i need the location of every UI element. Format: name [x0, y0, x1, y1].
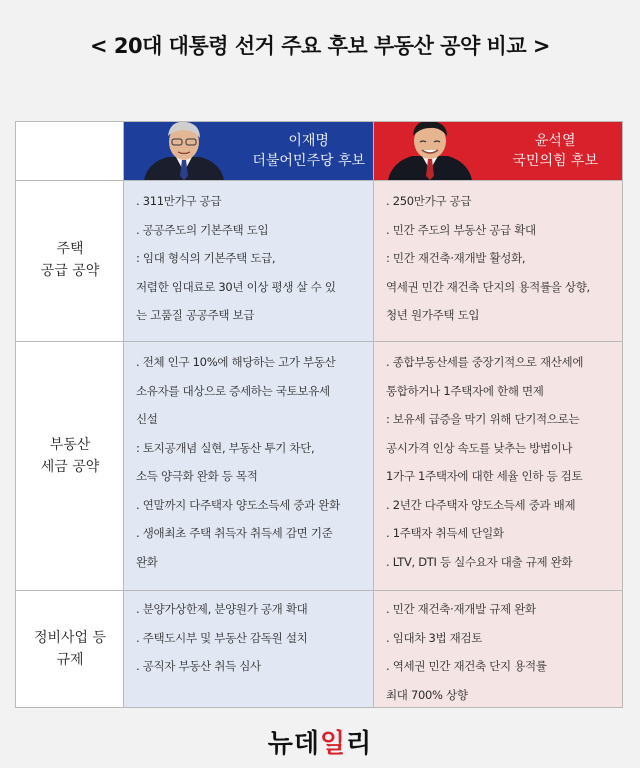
yoon-cell-tax [374, 342, 622, 590]
row-label-tax: 부동산 세금 공약 [40, 437, 100, 475]
list-item: . 2년간 다주택자 양도소득세 중과 배제 [386, 497, 576, 512]
list-item: . 공직자 부동산 취득 심사 [136, 659, 261, 673]
list-item: 역세권 민간 재건축 단지의 용적률을 상향, [386, 279, 590, 294]
list-item: . 주택도시부 및 부동산 감독원 설치 [136, 630, 308, 645]
lee-name: 이재명 [288, 133, 329, 149]
list-item: . 250만가구 공급 [386, 194, 472, 208]
yoon-portrait [380, 122, 480, 180]
comparison-table [15, 121, 623, 708]
list-item: 청년 원가주택 도입 [386, 308, 480, 322]
lee-cell-tax [124, 342, 374, 590]
list-item: . 종합부동산세를 중장기적으로 재산세에 [386, 355, 584, 369]
list-item: 신설 [136, 412, 158, 426]
list-item: 완화 [136, 554, 158, 569]
list-item: : 토지공개념 실현, 부동산 투기 차단, [136, 440, 315, 455]
list-item: 공시가격 인상 속도를 낮추는 방법이나 [386, 440, 573, 455]
list-item: : 보유세 급증을 막기 위해 단기적으로는 [386, 412, 580, 426]
page-title: < 20대 대통령 선거 주요 후보 부동산 공약 비교 > [89, 34, 551, 58]
list-item: : 임대 형식의 기본주택 도급, [136, 251, 276, 265]
list-item: . 민간 주도의 부동산 공급 확대 [386, 222, 536, 237]
row-label-housing: 주택 공급 공약 [40, 241, 100, 279]
list-item: . 311만가구 공급 [136, 194, 222, 208]
yoon-cell-regulation [374, 591, 622, 707]
list-item: 소유자를 대상으로 증세하는 국토보유세 [136, 383, 330, 398]
lee-portrait [134, 122, 234, 180]
row-label-regulation: 정비사업 등 규제 [33, 630, 107, 668]
header-blank-cell [16, 122, 124, 180]
list-item: 소득 양극화 완화 등 목적 [136, 469, 258, 483]
list-item: . 임대차 3법 재검토 [386, 630, 483, 645]
yoon-cell-housing [374, 181, 622, 341]
list-item: . 연말까지 다주택자 양도소득세 중과 완화 [136, 497, 340, 512]
header-yoon [374, 122, 622, 180]
list-item: . 생애최초 주택 취득자 취득세 감면 기준 [136, 526, 333, 540]
list-item: . 민간 재건축·재개발 규제 완화 [386, 602, 536, 616]
list-item: 최대 700% 상향 [386, 687, 468, 702]
list-item: 저렴한 임대료로 30년 이상 평생 살 수 있 [136, 279, 336, 294]
yoon-name: 윤석열 [534, 133, 576, 149]
list-item: . LTV, DTI 등 실수요자 대출 규제 완화 [386, 554, 573, 569]
list-item: . 분양가상한제, 분양원가 공개 확대 [136, 602, 308, 616]
list-item: 1가구 1주택자에 대한 세율 인하 등 검토 [386, 469, 583, 483]
lee-party: 더불어민주당 후보 [252, 153, 365, 169]
lee-cell-housing [124, 181, 374, 341]
newdaily-logo: 뉴데일리 [267, 729, 373, 759]
list-item: . 전체 인구 10%에 해당하는 고가 부동산 [136, 355, 336, 369]
header-lee [124, 122, 374, 180]
yoon-party: 국민의힘 후보 [512, 153, 598, 169]
lee-cell-regulation [124, 591, 374, 707]
list-item: . 1주택자 취득세 단일화 [386, 526, 504, 540]
list-item: : 민간 재건축·재개발 활성화, [386, 251, 526, 265]
list-item: . 공공주도의 기본주택 도입 [136, 222, 269, 237]
list-item: . 역세권 민간 재건축 단지 용적률 [386, 659, 547, 673]
list-item: 는 고품질 공공주택 보급 [136, 308, 255, 322]
list-item: 통합하거나 1주택자에 한해 면제 [386, 383, 544, 398]
